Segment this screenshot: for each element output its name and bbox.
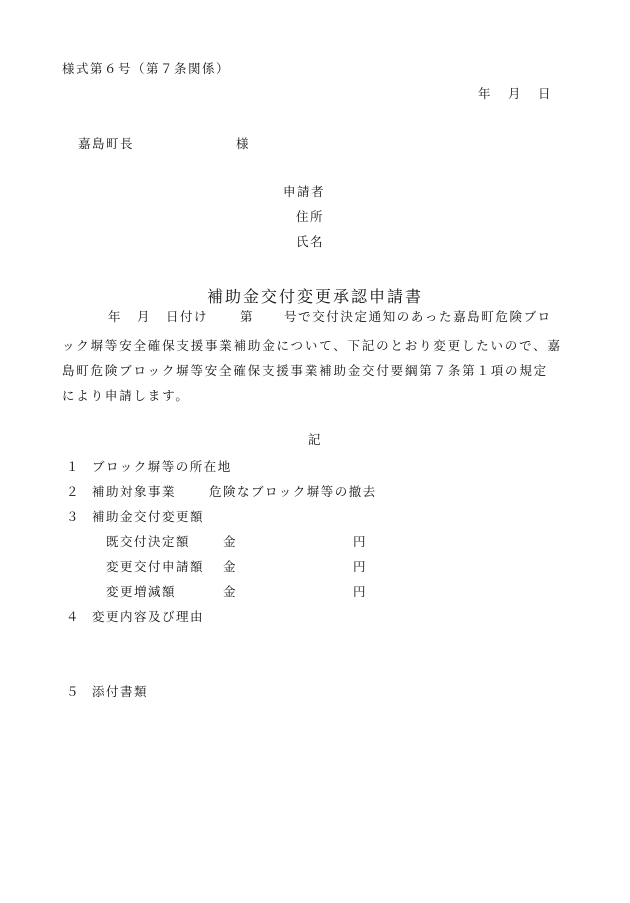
body-month: 月 [137,309,152,324]
item-label: 補助対象事業 [92,484,177,499]
item-number: ２ [66,484,81,499]
amount-unit: 円 [353,584,368,599]
amount-currency: 金 [223,584,238,599]
addressee-name: 嘉島町長 [78,136,135,151]
item-number: １ [66,459,81,474]
item-label: ブロック塀等の所在地 [92,459,232,474]
item-number: ５ [66,684,81,699]
amount-label: 変更交付申請額 [106,559,205,574]
item-label: 変更内容及び理由 [92,609,205,624]
item-number: ４ [66,609,81,624]
item-label: 補助金交付変更額 [92,509,205,524]
amount-unit: 円 [353,559,368,574]
body-line1-rest: 号で交付決定通知のあった嘉島町危険ブロ [284,309,552,324]
item-value: 危険なブロック塀等の撤去 [209,484,377,499]
addressee-honorific: 様 [236,136,251,151]
body-line2: ック塀等安全確保支援事業補助金について、下記のとおり変更したいので、嘉 [62,338,562,353]
body-day-dated: 日付け [166,309,209,324]
amount-label: 既交付決定額 [106,534,191,549]
date-day: 日 [538,86,553,101]
applicant-name-label: 氏名 [296,234,325,249]
date-month: 月 [508,86,523,101]
ki-heading: 記 [308,432,323,447]
body-line3: 島町危険ブロック塀等安全確保支援事業補助金交付要綱第７条第１項の規定 [62,363,548,378]
form-number: 様式第６号（第７条関係） [62,61,231,76]
body-line4: により申請します。 [62,388,190,403]
date-year: 年 [478,86,493,101]
body-number-prefix: 第 [240,309,255,324]
body-year: 年 [108,309,123,324]
amount-label: 変更増減額 [106,584,177,599]
item-label: 添付書類 [92,684,149,699]
page-title: 補助金交付変更承認申請書 [206,287,423,306]
amount-unit: 円 [353,534,368,549]
item-number: ３ [66,509,81,524]
amount-currency: 金 [223,559,238,574]
applicant-label: 申請者 [283,184,326,199]
amount-currency: 金 [223,534,238,549]
applicant-address-label: 住所 [296,209,325,224]
